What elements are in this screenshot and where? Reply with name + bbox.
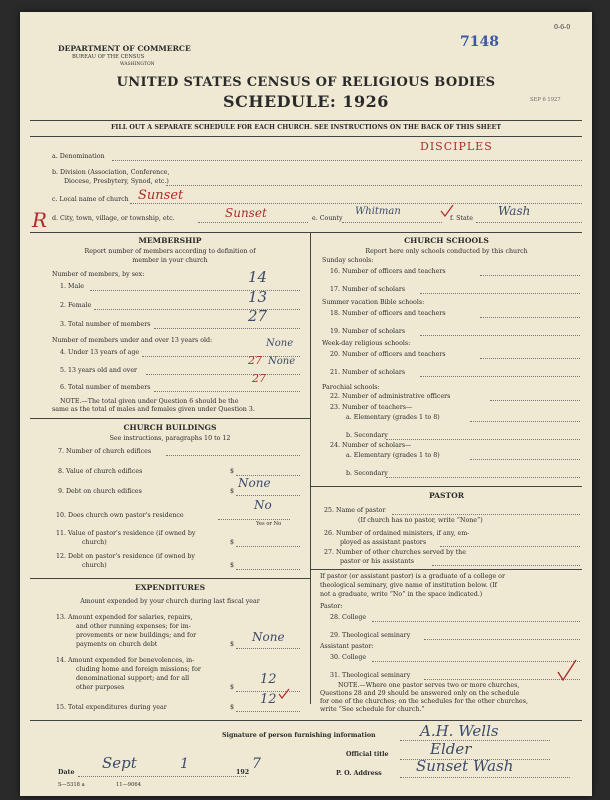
q5-note: 27 [248, 354, 262, 367]
pastor-sub: Pastor: [320, 603, 343, 610]
q9-label: 9. Debt on church edifices [58, 488, 142, 495]
q13-label-3: provements or new buildings; and for [76, 632, 197, 639]
expenditures-sub: Amount expended by your church during last fiscal year [80, 598, 260, 605]
q2-label: 2. Female [60, 302, 92, 309]
total-check-icon [278, 688, 290, 700]
q14-label-4: other purposes [76, 684, 125, 691]
buildings-heading: CHURCH BUILDINGS [123, 423, 217, 432]
division-label-2: Diocese, Presbytery, Synod, etc.) [64, 178, 169, 185]
q11-label: 11. Value of pastor's residence (if owned by [56, 530, 196, 537]
check-mark-icon [556, 658, 578, 684]
q4-value: None [266, 338, 294, 349]
pastor-note: NOTE.—Where one pastor serves two or more churches, [338, 682, 520, 689]
q21-label: 21. Number of scholars [330, 369, 406, 376]
county-check-icon [440, 204, 454, 218]
q9-value: None [238, 476, 271, 490]
pastor-note-4: write “See schedule for church.” [320, 706, 425, 713]
q23a-label: a. Elementary (grades 1 to 8) [346, 414, 440, 421]
schools-heading: CHURCH SCHOOLS [404, 236, 489, 245]
q23-label: 23. Number of teachers— [330, 404, 413, 411]
q28-label: 28. College [330, 614, 367, 621]
pastor-heading: PASTOR [428, 491, 465, 500]
q1-value: 14 [248, 268, 268, 286]
q14-label-2: cluding home and foreign missions; for [76, 666, 201, 673]
q13-value: None [252, 630, 285, 644]
signature-value: A.H. Wells [420, 722, 499, 740]
date-label: Date [58, 769, 75, 776]
county-value: Whitman [355, 206, 401, 217]
city-label: WASHINGTON [120, 62, 155, 67]
q17-label: 17. Number of scholars [330, 286, 406, 293]
parochial-label: Parochial schools: [322, 384, 380, 391]
denomination-label: a. Denomination [52, 153, 105, 160]
po-address-value: Sunset Wash [416, 757, 514, 775]
q5-value: None [268, 356, 296, 367]
r-mark: R [32, 208, 48, 232]
date-year-prefix: 192 [236, 769, 250, 776]
schedule-number: 7148 [460, 34, 499, 50]
buildings-sub: See instructions, paragraphs 10 to 12 [109, 435, 231, 442]
q14-dollar: $ [230, 684, 235, 691]
q11-dollar: $ [230, 539, 235, 546]
denomination-value: DISCIPLES [420, 140, 493, 153]
q3-value: 27 [248, 307, 268, 325]
q1-label: 1. Male [60, 283, 84, 290]
grad-note-2: theological seminary, give name of institution below. (If [320, 582, 498, 589]
summer-label: Summer vacation Bible schools: [322, 299, 425, 306]
q12-dollar: $ [230, 562, 235, 569]
q22-label: 22. Number of administrative officers [330, 393, 451, 400]
q4-label: 4. Under 13 years of age [60, 349, 140, 356]
received-stamp: SEP 6 1927 [530, 97, 561, 103]
q25-hint: (If church has no pastor, write “None”) [358, 517, 483, 524]
q13-label: 13. Amount expended for salaries, repairs, [56, 614, 193, 621]
q19-label: 19. Number of scholars [330, 328, 406, 335]
q5-label: 5. 13 years old and over [60, 367, 138, 374]
census-form [20, 12, 592, 796]
form-title: UNITED STATES CENSUS OF RELIGIOUS BODIES [116, 75, 496, 90]
q2-value: 13 [248, 288, 268, 306]
signature-label: Signature of person furnishing information [222, 732, 376, 739]
q25-label: 25. Name of pastor [324, 507, 386, 514]
q13-dollar: $ [230, 641, 235, 648]
q23b-label: b. Secondary [346, 432, 388, 439]
q16-label: 16. Number of officers and teachers [330, 268, 446, 275]
q7-label: 7. Number of church edifices [58, 448, 152, 455]
weekday-label: Week-day religious schools: [322, 340, 411, 347]
q14-label-3: denominational support; and for all [76, 675, 190, 682]
q30-label: 30. College [330, 654, 367, 661]
date-month: Sept [102, 754, 137, 772]
q15-value: 12 [260, 692, 277, 707]
q11-label-2: church) [82, 539, 107, 546]
q26-label: 26. Number of ordained ministers, if any, em- [324, 530, 470, 537]
q29-label: 29. Theological seminary [330, 632, 411, 639]
q12-label-2: church) [82, 562, 107, 569]
form-code: 0-6-0 [554, 24, 571, 31]
q10-value: No [254, 498, 272, 512]
city-value: Sunset [225, 206, 267, 220]
bureau-label: BUREAU OF THE CENSUS [72, 54, 145, 60]
q27-label: 27. Number of other churches served by the [324, 549, 466, 556]
date-day: 1 [180, 756, 189, 772]
by-sex-label: Number of members, by sex: [52, 271, 145, 278]
q24-label: 24. Number of scholars— [330, 442, 412, 449]
state-label: f. State [450, 215, 473, 222]
county-label: e. County [312, 215, 343, 222]
state-value: Wash [498, 204, 531, 218]
division-label: b. Division (Association, Conference, [52, 169, 170, 176]
q12-label: 12. Debt on pastor's residence (if owned by [56, 553, 195, 560]
assistant-sub: Assistant pastor: [320, 643, 374, 650]
q3-label: 3. Total number of members [60, 321, 151, 328]
membership-intro: Report number of members according to definition of [84, 248, 256, 255]
q24b-label: b. Secondary [346, 470, 388, 477]
q26-label-2: ployed as assistant pastors [340, 539, 427, 546]
grad-note-3: not a graduate, write “No” in the space indicated.) [320, 591, 483, 598]
schedule-title: SCHEDULE: 1926 [223, 92, 389, 111]
grad-note: If pastor (or assistant pastor) is a graduate of a college or [320, 573, 505, 580]
q13-label-2: and other running expenses; for im- [76, 623, 191, 630]
official-title-label: Official title [346, 751, 389, 758]
q6-value: 27 [252, 372, 266, 385]
expenditures-heading: EXPENDITURES [134, 583, 206, 592]
q15-label: 15. Total expenditures during year [56, 704, 167, 711]
q13-label-4: payments on church debt [76, 641, 158, 648]
q24a-label: a. Elementary (grades 1 to 8) [346, 452, 440, 459]
form-number-2: 11—9064 [116, 782, 141, 788]
q27-label-2: pastor or his assistants [340, 558, 415, 565]
q8-label: 8. Value of church edifices [58, 468, 143, 475]
q18-label: 18. Number of officers and teachers [330, 310, 446, 317]
form-number: S—5318 a [58, 782, 85, 788]
q14-label: 14. Amount expended for benevolences, in- [56, 657, 195, 664]
membership-heading: MEMBERSHIP [138, 236, 202, 245]
age-intro: Number of members under and over 13 years old: [52, 337, 213, 344]
q15-dollar: $ [230, 704, 235, 711]
q14-value: 12 [260, 672, 277, 687]
pastor-note-3: for one of the churches; on the schedules for the other churches, [320, 698, 528, 705]
schools-sub: Report here only schools conducted by this church [365, 248, 528, 255]
instruction-line: FILL OUT A SEPARATE SCHEDULE FOR EACH CHURCH. SEE INSTRUCTIONS ON THE BACK OF THIS SHEET [110, 124, 502, 131]
sunday-label: Sunday schools: [322, 257, 374, 264]
membership-intro-2: member in your church [132, 257, 208, 264]
dept-label: DEPARTMENT OF COMMERCE [58, 44, 191, 53]
membership-note-2: same as the total of males and females given under Question 3. [52, 406, 255, 413]
q31-label: 31. Theological seminary [330, 672, 411, 679]
q9-dollar: $ [230, 488, 235, 495]
pastor-note-2: Questions 28 and 29 should be answered only on the schedule [320, 690, 520, 697]
official-title-value: Elder [430, 740, 472, 758]
q20-label: 20. Number of officers and teachers [330, 351, 446, 358]
q8-dollar: $ [230, 468, 235, 475]
church-name-label: c. Local name of church [52, 196, 129, 203]
city-label-field: d. City, town, village, or township, etc. [52, 215, 175, 222]
q10-label: 10. Does church own pastor's residence [56, 512, 184, 519]
membership-note: NOTE.—The total given under Question 6 should be the [60, 398, 239, 405]
q6-label: 6. Total number of members [60, 384, 151, 391]
po-address-label: P. O. Address [336, 770, 382, 777]
q10-hint: Yes or No [256, 521, 282, 527]
date-year: 7 [252, 756, 261, 772]
church-name-value: Sunset [138, 188, 184, 203]
